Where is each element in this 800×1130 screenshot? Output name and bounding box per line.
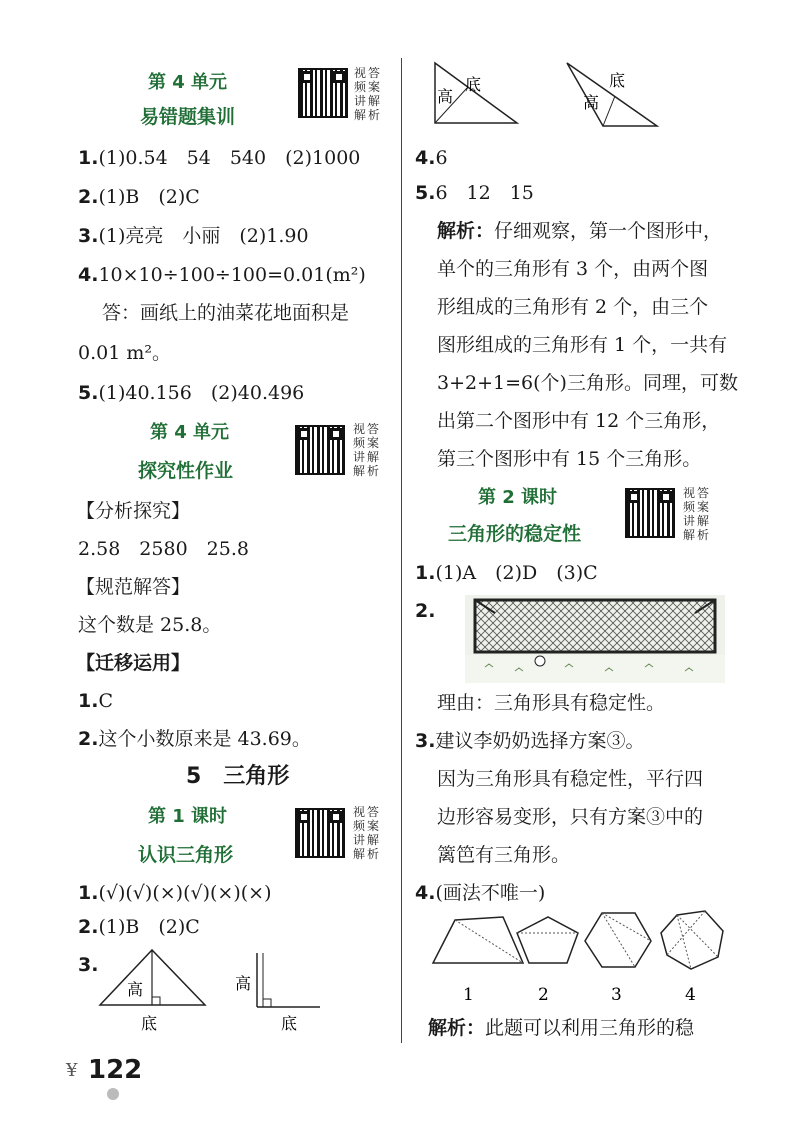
qr-code-icon[interactable] <box>625 488 675 538</box>
goal-net-image <box>465 595 725 683</box>
transfer-q2: 2.这个小数原来是 43.69。 <box>78 728 311 750</box>
svg-text:底: 底 <box>465 75 482 94</box>
label-height: 高 <box>235 974 252 993</box>
unit4b-title: 第 4 单元 <box>150 422 230 443</box>
polygon-diagrams <box>425 905 735 1005</box>
label-base: 底 <box>141 1014 158 1033</box>
q3-line-0: 因为三角形具有稳定性，平行四 <box>437 768 704 790</box>
lesson1-q1: 1.(√)(√)(×)(√)(×)(×) <box>78 882 272 904</box>
lesson2-q2: 2. <box>415 600 436 622</box>
analysis-text: 2.58 2580 25.8 <box>78 538 249 560</box>
svg-text:高: 高 <box>437 87 454 106</box>
right-q4: 4.6 <box>415 147 448 169</box>
page-mark-icon: ¥ <box>66 1060 78 1081</box>
analysis-line-3: 图形组成的三角形有 1 个，一共有 <box>437 334 728 356</box>
analysis-line-0: 解析：仔细观察，第一个图形中， <box>437 220 723 242</box>
answer-q4-line1: 答：画纸上的油菜花地面积是 <box>102 302 350 324</box>
answer-q4-line2: 0.01 m²。 <box>78 342 171 364</box>
reason-text: 理由：三角形具有稳定性。 <box>437 692 666 714</box>
lesson1-title: 第 1 课时 <box>148 806 228 827</box>
chapter-title: 5 三角形 <box>186 764 290 789</box>
standard-text: 这个数是 25.8。 <box>78 614 222 636</box>
triangle-base-diagrams <box>425 58 665 133</box>
lesson2-title: 第 2 课时 <box>478 487 558 508</box>
lesson1-q2: 2.(1)B (2)C <box>78 916 200 938</box>
analysis-line-5: 出第二个图形中有 12 个三角形， <box>437 410 721 432</box>
analysis-line-1: 单个的三角形有 3 个，由两个图 <box>437 258 709 280</box>
final-analysis: 解析：此题可以利用三角形的稳 <box>428 1017 695 1039</box>
analysis-heading: 【分析探究】 <box>76 500 191 522</box>
transfer-q1: 1.C <box>78 690 113 712</box>
lesson1-subtitle: 认识三角形 <box>138 844 234 866</box>
analysis-line-6: 第三个图形中有 15 个三角形。 <box>437 448 702 470</box>
shape-label-3: 3 <box>611 985 622 1005</box>
label-height: 高 <box>127 980 144 999</box>
lesson2-subtitle: 三角形的稳定性 <box>448 523 582 545</box>
lesson2-q3: 3.建议李奶奶选择方案③。 <box>415 730 645 752</box>
shape-label-1: 1 <box>463 985 474 1005</box>
section-title-errors: 易错题集训 <box>140 106 236 128</box>
qr-code-icon[interactable] <box>298 68 348 118</box>
unit4-title: 第 4 单元 <box>148 72 228 93</box>
page-number: 122 <box>88 1055 143 1085</box>
answer-q1: 1.(1)0.54 54 540 (2)1000 <box>78 147 361 169</box>
shape-label-2: 2 <box>538 985 549 1005</box>
q3-line-1: 边形容易变形，只有方案③中的 <box>437 806 704 828</box>
qr-label: 视 答频 案讲 解解 析 <box>352 422 379 478</box>
answer-q5: 5.(1)40.156 (2)40.496 <box>78 382 305 404</box>
triangle-height-diagrams <box>95 945 335 1035</box>
right-q5: 5.6 12 15 <box>415 182 534 204</box>
shape-label-4: 4 <box>685 985 696 1005</box>
qr-label: 视 答频 案讲 解解 析 <box>352 805 379 861</box>
column-divider <box>401 58 402 1043</box>
standard-heading: 【规范解答】 <box>76 576 191 598</box>
section-title-explore: 探究性作业 <box>138 460 234 482</box>
svg-text:底: 底 <box>609 71 626 90</box>
qr-label: 视 答频 案讲 解解 析 <box>353 66 380 122</box>
transfer-heading: 【迁移运用】 <box>76 652 191 674</box>
lesson1-q3: 3. <box>78 954 99 976</box>
answer-q2: 2.(1)B (2)C <box>78 186 200 208</box>
decorative-dot <box>107 1088 119 1100</box>
lesson2-q1: 1.(1)A (2)D (3)C <box>415 562 598 584</box>
qr-code-icon[interactable] <box>295 425 345 475</box>
label-base: 底 <box>281 1014 298 1033</box>
analysis-line-4: 3+2+1=6(个)三角形。同理，可数 <box>437 372 738 394</box>
qr-code-icon[interactable] <box>295 808 345 858</box>
answer-q4: 4.10×10÷100÷100=0.01(m²) <box>78 264 366 286</box>
qr-label: 视 答频 案讲 解解 析 <box>682 486 709 542</box>
lesson2-q4: 4.(画法不唯一) <box>415 882 546 904</box>
q3-line-2: 篱笆有三角形。 <box>437 844 571 866</box>
svg-text:高: 高 <box>583 93 600 112</box>
answer-q3: 3.(1)亮亮 小丽 (2)1.90 <box>78 225 309 247</box>
analysis-line-2: 形组成的三角形有 2 个，由三个 <box>437 296 709 318</box>
